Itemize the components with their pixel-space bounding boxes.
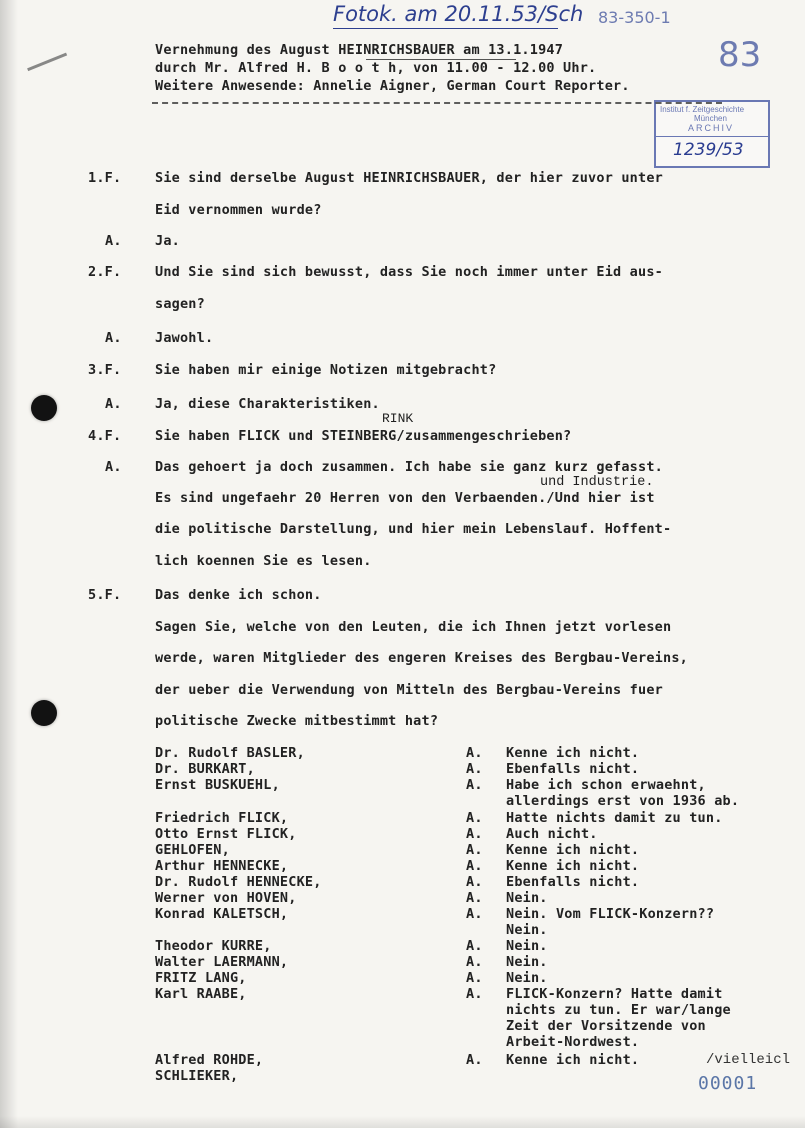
qa-line: Und Sie sind sich bewusst, dass Sie noch immer unter Eid aus- [155,264,663,280]
answer-label: A. [105,233,122,249]
roster-answer-line: allerdings erst von 1936 ab. [506,793,740,809]
roster-name: GEHLOFEN, [155,842,230,858]
qa-line: werde, waren Mitglieder des engeren Kreises des Bergbau-Vereins, [155,650,688,666]
qa-line: Eid vernommen wurde? [155,202,322,218]
header-line-3: Weitere Anwesende: Annelie Aigner, German Court Reporter. [155,78,630,94]
roster-answer-line: Ebenfalls nicht. [506,874,640,890]
roster-answer-line: nichts zu tun. Er war/lange [506,1002,731,1018]
roster-name: Otto Ernst FLICK, [155,826,297,842]
roster-name: Karl RAABE, [155,986,247,1002]
qa-line: Sie haben FLICK und STEINBERG/zusammengeschrieben? [155,428,572,444]
roster-name: Walter LAERMANN, [155,954,289,970]
roster-answer-line: Nein. [506,938,548,954]
roster-answer-label: A. [466,858,483,874]
answer-label: A. [105,396,122,412]
roster-answer-line: Kenne ich nicht. [506,842,640,858]
page-number-handwritten: 83 [718,35,762,75]
page-shadow [0,0,18,1128]
roster-answer-label: A. [466,970,483,986]
qa-line: Sie haben mir einige Notizen mitgebracht? [155,362,497,378]
qa-line: Das gehoert ja doch zusammen. Ich habe sie ganz kurz gefasst. [155,459,663,475]
roster-answer-label: A. [466,938,483,954]
roster-answer-line: Nein. [506,922,548,938]
answer-label: A. [105,459,122,475]
document-reference: 83-350-1 [598,8,671,27]
answer-label: A. [105,330,122,346]
qa-line: Ja. [155,233,180,249]
qa-line: Sie sind derselbe August HEINRICHSBAUER, der hier zuvor unter [155,170,663,186]
roster-answer-line: FLICK-Konzern? Hatte damit [506,986,723,1002]
roster-answer-line: Nein. Vom FLICK-Konzern?? [506,906,715,922]
roster-answer-label: A. [466,890,483,906]
stamp-city: München [694,114,727,123]
roster-answer-label: A. [466,842,483,858]
question-label: 1.F. [88,170,122,186]
roster-answer-line: Auch nicht. [506,826,598,842]
roster-answer-label: A. [466,745,483,761]
roster-answer-line: Zeit der Vorsitzende von [506,1018,706,1034]
roster-answer-line: Nein. [506,970,548,986]
roster-answer-label: A. [466,1052,483,1068]
roster-name: Dr. Rudolf HENNECKE, [155,874,322,890]
roster-answer-line: Kenne ich nicht. [506,745,640,761]
roster-answer-label: A. [466,986,483,1002]
question-label: 3.F. [88,362,122,378]
stamp-number: 1239/53 [673,140,744,160]
roster-answer-line: Kenne ich nicht. [506,858,640,874]
header-line-2: durch Mr. Alfred H. B o o t h, von 11.00 - 12.00 Uhr. [155,60,597,76]
roster-answer-line: Nein. [506,890,548,906]
qa-line: Sagen Sie, welche von den Leuten, die ich Ihnen jetzt vorlesen [155,619,672,635]
roster-name: Arthur HENNECKE, [155,858,289,874]
roster-name: Dr. Rudolf BASLER, [155,745,305,761]
qa-line: lich koennen Sie es lesen. [155,553,372,569]
archive-counter: 00001 [698,1073,758,1094]
roster-answer-line: Kenne ich nicht. [506,1052,640,1068]
qa-line: Ja, diese Charakteristiken. [155,396,380,412]
qa-line: sagen? [155,296,205,312]
margin-note-vielleicht: /vielleicl [706,1052,791,1068]
roster-name: Friedrich FLICK, [155,810,289,826]
name-underline [366,59,516,60]
archive-stamp [654,100,770,168]
stamp-institute: Institut f. Zeitgeschichte [660,105,745,114]
qa-line: Das denke ich schon. [155,587,322,603]
page-bottom-edge [0,1116,805,1128]
roster-answer-line: Arbeit-Nordwest. [506,1034,640,1050]
roster-answer-label: A. [466,810,483,826]
roster-name: Ernst BUSKUEHL, [155,777,280,793]
photo-note-underline [333,28,558,29]
roster-answer-label: A. [466,826,483,842]
punch-hole-bottom [31,700,57,726]
pencil-mark [27,53,71,81]
qa-line: die politische Darstellung, und hier mein Lebenslauf. Hoffent- [155,521,672,537]
header-divider [152,102,722,104]
roster-answer-line: Habe ich schon erwaehnt, [506,777,706,793]
roster-name: Theodor KURRE, [155,938,272,954]
question-label: 2.F. [88,264,122,280]
photo-note: Fotok. am 20.11.53/Sch [333,2,584,26]
roster-name: Dr. BURKART, [155,761,255,777]
qa-line: Es sind ungefaehr 20 Herren von den Verbaenden./Und hier ist [155,490,655,506]
roster-answer-label: A. [466,761,483,777]
punch-hole-top [31,395,57,421]
roster-answer-line: Nein. [506,954,548,970]
qa-line: Jawohl. [155,330,214,346]
roster-name: SCHLIEKER, [155,1068,239,1084]
roster-name: Konrad KALETSCH, [155,906,289,922]
stamp-archive: ARCHIV [688,123,735,133]
roster-name: Alfred ROHDE, [155,1052,264,1068]
insertion-und-industrie: und Industrie. [540,475,654,490]
roster-answer-label: A. [466,954,483,970]
roster-answer-line: Ebenfalls nicht. [506,761,640,777]
header-line-1: Vernehmung des August HEINRICHSBAUER am 13.1.1947 [155,42,564,58]
roster-answer-label: A. [466,777,483,793]
insertion-rink: RINK [382,411,414,426]
roster-name: Werner von HOVEN, [155,890,297,906]
stamp-divider [656,136,768,137]
roster-answer-line: Hatte nichts damit zu tun. [506,810,723,826]
roster-answer-label: A. [466,906,483,922]
qa-line: politische Zwecke mitbestimmt hat? [155,713,439,729]
roster-name: FRITZ LANG, [155,970,247,986]
roster-answer-label: A. [466,874,483,890]
qa-line: der ueber die Verwendung von Mitteln des Bergbau-Vereins fuer [155,682,663,698]
question-label: 5.F. [88,587,122,603]
question-label: 4.F. [88,428,122,444]
